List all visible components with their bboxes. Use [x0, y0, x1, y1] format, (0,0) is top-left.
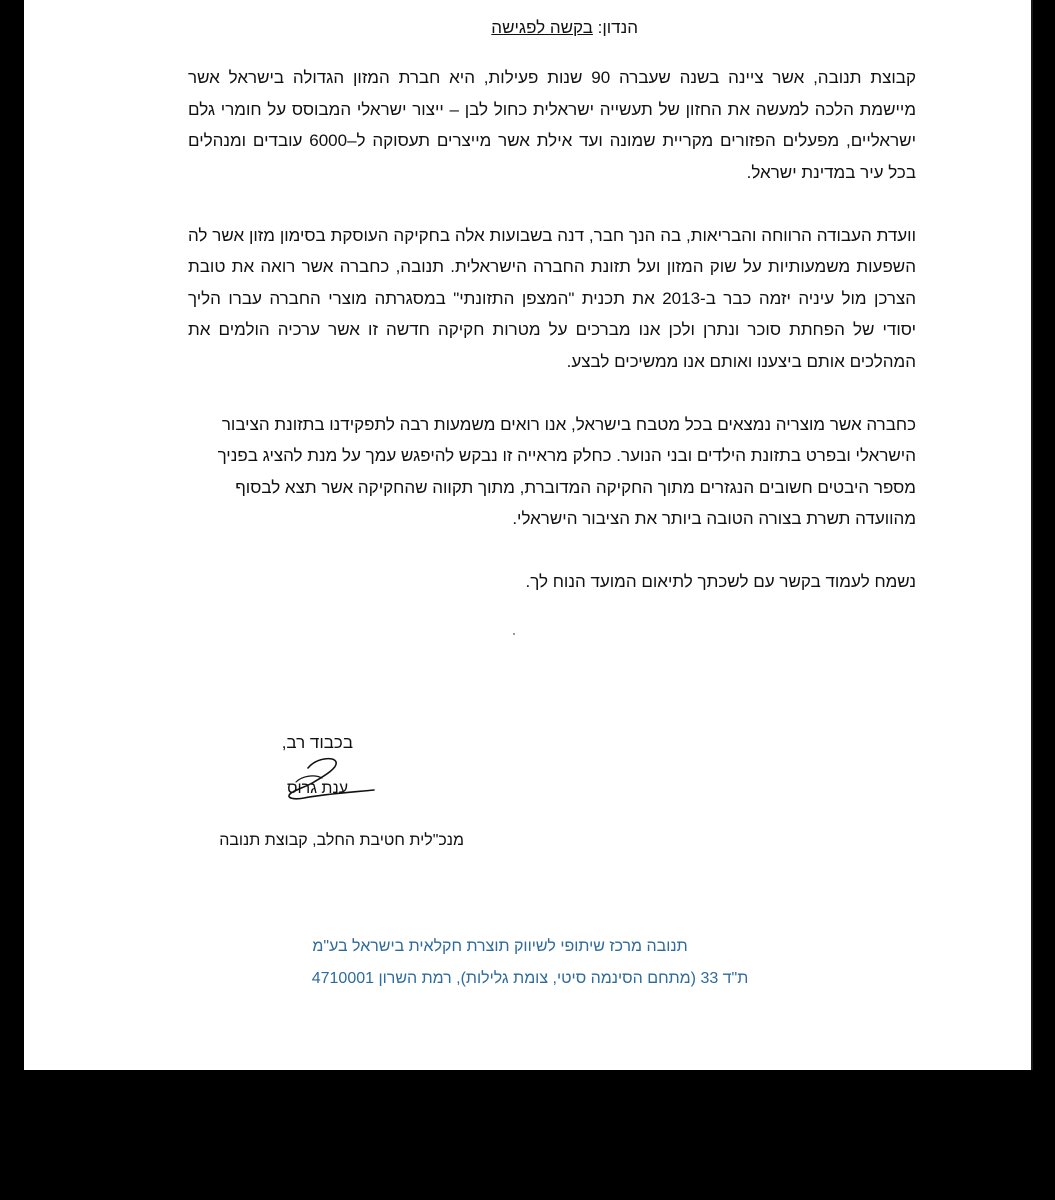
signer-title: מנכ"לית חטיבת החלב, קבוצת תנובה — [219, 832, 464, 849]
regards-text: בכבוד רב, — [281, 733, 353, 752]
body-paragraph-3: כחברה אשר מוצריה נמצאים בכל מטבח בישראל, אנו רואים משמעות רבה לתפקידנו בתזונת הציבור הישראלי ובפרט בתזונת הילדים ובני הנוער. כחלק מראייה זו נבקש להיפגש עמך על מנת להציג בפניך מספר היבטים חשובים הנגזרים מתוך החקיקה המדוברת, מתוך תקווה שהחקיקה אשר תצא לבסוף מהוועדה תשרת בצורה הטובה ביותר את הציבור הישראלי. — [217, 414, 916, 528]
footer-company: תנובה מרכז שיתופי לשיווק תוצרת חקלאית בישראל בע"מ — [312, 938, 688, 955]
subject-label: הנדון: — [597, 18, 638, 37]
speck — [513, 633, 515, 635]
closing-line: נשמח לעמוד בקשר עם לשכתך לתיאום המועד הנוח לך. — [525, 572, 916, 591]
signer-name: ענת גרוס — [287, 780, 348, 797]
subject-line — [48, 18, 638, 38]
footer-address: ת"ד 33 (מתחם הסינמה סיטי, צומת גלילות), רמת השרון 4710001 — [311, 970, 749, 987]
body-paragraph-1: קבוצת תנובה, אשר ציינה בשנה שעברה 90 שנות פעילות, היא חברת המזון הגדולה בישראל אשר מיישמת הלכה למעשה את החזון של תעשייה ישראלית כחול לבן – ייצור ישראלי המבוסס על חומרי גלם ישראליים, מפעלים הפזורים מקריית שמונה ועד אילת אשר מייצרים תעסוקה ל–6000 עובדים ומנהלים בכל עיר במדינת ישראל. — [188, 68, 916, 182]
letter-page — [24, 0, 1032, 1070]
subject-text: בקשה לפגישה — [491, 18, 593, 37]
body-paragraph-2: וועדת העבודה הרווחה והבריאות, בה הנך חבר, דנה בשבועות אלה בחקיקה העוסקת בסימון מזון אשר לה השפעות משמעותיות על שוק המזון ועל תזונת החברה הישראלית. תנובה, כחברה אשר רואה את טובת הצרכן מול עיניה יזמה כבר ב-2013 את תכנית "המצפן התזונתי" במסגרתה מוצרי החברה עברו הליך יסודי של הפחתת סוכר ונתרן ולכן אנו מברכים על מטרות חקיקה חדשה זו אשר ערכיה הולמים את המהלכים אותם ביצענו ואותם אנו ממשיכים לבצע. — [188, 225, 916, 371]
page-edge — [1031, 0, 1033, 1070]
letter-body — [188, 62, 916, 598]
